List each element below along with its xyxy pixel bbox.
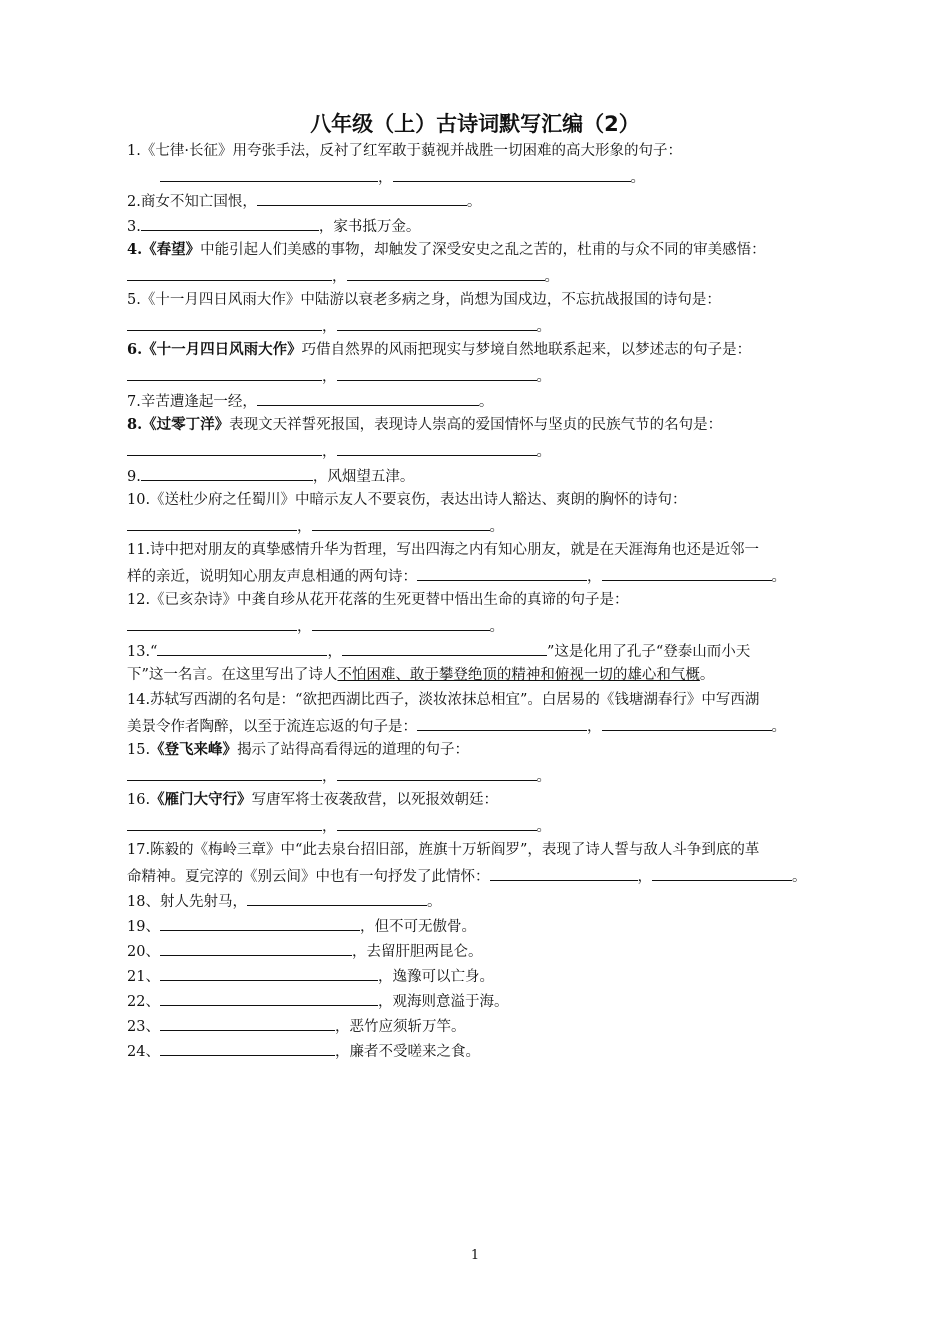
answer-blank[interactable] (417, 565, 587, 581)
question-23: 23、 ，恶竹应须斩万竿。 (127, 1015, 857, 1035)
question-13-text-2: 下”这一名言。在这里写出了诗人不怕困难、敢于攀登绝顶的精神和俯视一切的雄心和气概。 (127, 667, 715, 683)
question-3: 3. ，家书抵万金。 (127, 215, 857, 235)
answer-blank[interactable] (602, 715, 772, 731)
question-21: 21、 ，逸豫可以亡身。 (127, 965, 857, 985)
answer-blank[interactable] (160, 940, 352, 956)
question-16-answer: ， 。 (127, 815, 857, 835)
answer-blank[interactable] (141, 465, 313, 481)
answer-blank[interactable] (160, 990, 378, 1006)
answer-blank[interactable] (127, 615, 297, 631)
question-9: 9. ，风烟望五津。 (127, 465, 857, 485)
answer-blank[interactable] (127, 815, 322, 831)
question-20: 20、 ，去留肝胆两昆仑。 (127, 940, 857, 960)
question-8-answer: ， 。 (127, 440, 857, 460)
question-4-text: 4.《春望》中能引起人们美感的事物，却触发了深受安史之乱之苦的，杜甫的与众不同的审美感悟： (127, 241, 766, 258)
answer-blank[interactable] (141, 215, 319, 231)
question-6-answer: ， 。 (127, 365, 857, 385)
question-19: 19、 ，但不可无傲骨。 (127, 915, 857, 935)
answer-blank[interactable] (337, 765, 537, 781)
answer-blank[interactable] (312, 615, 490, 631)
question-13-text: 13.“ ， ”这是化用了孔子“登泰山而小天 (127, 640, 857, 660)
question-17-text: 17.陈毅的《梅岭三章》中“此去泉台招旧部，旌旗十万斩阎罗”，表现了诗人誓与敌人斗争到底的革 (127, 842, 760, 858)
answer-blank[interactable] (342, 640, 547, 656)
answer-blank[interactable] (393, 166, 631, 182)
question-1-text: 1.《七律·长征》用夸张手法，反衬了红军敢于藐视并战胜一切困难的高大形象的句子： (127, 143, 682, 159)
question-11-text: 11.诗中把对朋友的真挚感情升华为哲理，写出四海之内有知心朋友，就是在天涯海角也还是近邻一 (127, 542, 760, 558)
question-18: 18、射人先射马， 。 (127, 890, 857, 910)
page-title: 八年级（上）古诗词默写汇编（2） (310, 112, 640, 136)
answer-blank[interactable] (337, 315, 537, 331)
question-14-text: 14.苏轼写西湖的名句是：“欲把西湖比西子，淡妆浓抹总相宜”。白居易的《钱塘湖春行》中写西湖 (127, 692, 760, 708)
answer-blank[interactable] (160, 1015, 335, 1031)
question-16-text: 16.《雁门大守行》写唐军将士夜袭敌营，以死报效朝廷： (127, 791, 499, 808)
question-1-answer: ， 。 (160, 166, 890, 186)
answer-blank[interactable] (160, 1040, 335, 1056)
question-17-answer: 命精神。夏完淳的《别云间》中也有一句抒发了此情怀： ， 。 (127, 865, 857, 885)
answer-blank[interactable] (127, 365, 322, 381)
answer-blank[interactable] (257, 390, 479, 406)
question-14-answer: 美景令作者陶醉，以至于流连忘返的句子是： ， 。 (127, 715, 857, 735)
answer-blank[interactable] (417, 715, 587, 731)
answer-blank[interactable] (602, 565, 772, 581)
answer-blank[interactable] (127, 515, 297, 531)
answer-blank[interactable] (160, 166, 378, 182)
question-7: 7.辛苦遭逢起一经， 。 (127, 390, 857, 410)
answer-blank[interactable] (337, 440, 537, 456)
answer-blank[interactable] (337, 815, 537, 831)
answer-blank[interactable] (312, 515, 490, 531)
question-8-text: 8.《过零丁洋》表现文天祥誓死报国，表现诗人崇高的爱国情怀与坚贞的民族气节的名句是： (127, 416, 723, 433)
page-number: 1 (470, 1248, 480, 1263)
question-15-text: 15.《登飞来峰》揭示了站得高看得远的道理的句子： (127, 741, 470, 758)
question-5-answer: ， 。 (127, 315, 857, 335)
question-11-answer: 样的亲近，说明知心朋友声息相通的两句诗： ， 。 (127, 565, 857, 585)
question-6-text: 6.《十一月四日风雨大作》巧借自然界的风雨把现实与梦境自然地联系起来，以梦述志的句子是： (127, 341, 752, 358)
question-4-answer: ， 。 (127, 265, 857, 285)
answer-blank[interactable] (652, 865, 792, 881)
answer-blank[interactable] (337, 365, 537, 381)
question-12-answer: ， 。 (127, 615, 857, 635)
question-5-text: 5.《十一月四日风雨大作》中陆游以衰老多病之身，尚想为国戍边，不忘抗战报国的诗句是： (127, 292, 721, 308)
question-10-text: 10.《送杜少府之任蜀川》中暗示友人不要哀伤，表达出诗人豁达、爽朗的胸怀的诗句： (127, 492, 687, 508)
answer-blank[interactable] (257, 190, 467, 206)
answer-blank[interactable] (247, 890, 427, 906)
question-10-answer: ， 。 (127, 515, 857, 535)
underlined-phrase: 不怕困难、敢于攀登绝顶的精神和俯视一切的雄心和气概 (337, 667, 700, 683)
question-24: 24、 ，廉者不受嗟来之食。 (127, 1040, 857, 1060)
answer-blank[interactable] (127, 440, 322, 456)
question-2: 2.商女不知亡国恨， 。 (127, 190, 857, 210)
answer-blank[interactable] (157, 640, 327, 656)
answer-blank[interactable] (160, 965, 378, 981)
question-15-answer: ， 。 (127, 765, 857, 785)
answer-blank[interactable] (127, 315, 322, 331)
answer-blank[interactable] (347, 265, 545, 281)
answer-blank[interactable] (490, 865, 638, 881)
answer-blank[interactable] (127, 765, 322, 781)
question-22: 22、 ，观海则意溢于海。 (127, 990, 857, 1010)
question-12-text: 12.《已亥杂诗》中龚自珍从花开花落的生死更替中悟出生命的真谛的句子是： (127, 592, 629, 608)
answer-blank[interactable] (127, 265, 332, 281)
answer-blank[interactable] (160, 915, 360, 931)
